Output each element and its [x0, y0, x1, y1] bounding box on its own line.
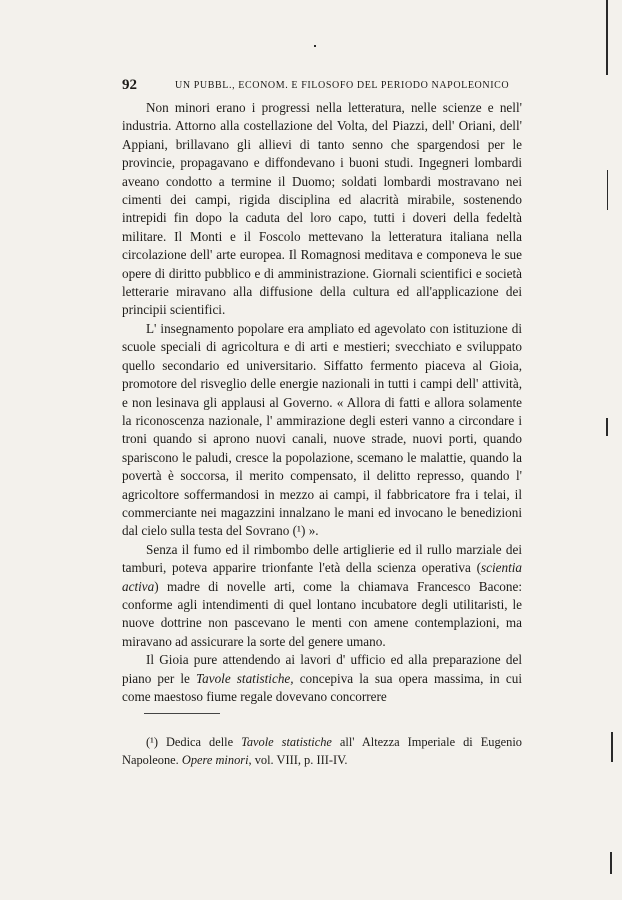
footnote-marker: (¹)	[146, 735, 158, 749]
scan-edge-mark	[607, 170, 608, 210]
footnote-text: all' Altezza Imperiale di Eugenio Napoleone.	[122, 735, 523, 768]
scan-edge-mark	[606, 0, 608, 75]
footnote-text: Dedica delle	[157, 735, 242, 749]
paragraph-1	[122, 99, 522, 320]
italic-phrase: scientia activa	[122, 560, 522, 594]
scan-edge-mark	[611, 732, 613, 762]
footnote-italic-title: Tavole statistiche	[241, 735, 332, 749]
running-title: UN PUBBL., ECONOM. E FILOSOFO DEL PERIODO NAPOLEONICO	[175, 80, 510, 91]
scan-edge-mark	[610, 852, 612, 874]
paragraph-3	[122, 541, 522, 651]
scan-dot	[314, 45, 316, 47]
footnote-italic-title: Opere minori	[181, 753, 249, 768]
footnote-text: , vol. VIII, p. III-IV.	[248, 753, 348, 768]
paragraph-text: ) madre di novelle arti, come la chiamava Francesco Bacone: conforme agli intendimenti di quel lontano incubatore degli utilitaristi, le nuove dottrine non pascevano le menti con amene contemplazioni, ma miravano ad assicurare la sorte del genere umano.	[122, 578, 522, 649]
paragraph-2	[122, 320, 522, 541]
footnote-divider	[144, 713, 220, 714]
page-number: 92	[122, 77, 137, 93]
paragraph-4	[122, 651, 522, 706]
paragraph-text: Non minori erano i progressi nella letteratura, nelle scienze e nell' industria. Attorno alla costellazione del Volta, del Piazzi, dell' Oriani, dell' Appiani, brillavano gli allievi di tanto senno che spargendosi per le provincie, propagavano e diffondevano i buoni studi. Ingegneri lombardi aveano condotto a termine il Duomo; soldati lombardi mostravano nei cimenti dei campi, rigida disciplina ed alacrità mirabile, sostenendo intrepidi fin dopo la caduta del loro capo, tutti i doveri della fedeltà militare. Il Monti e il Foscolo mettevano la letteratura italiana nella circolazione dell' arte europea. Il Romagnosi meditava e componeva le sue opere di diritto pubblico e di amministrazione. Giornali scientifici e società letterarie miravano alla diffusione della cultura ed all'applicazione dei principii scientifici.	[122, 100, 522, 318]
italic-title: Tavole statistiche,	[196, 670, 294, 686]
footnote	[122, 733, 522, 770]
paragraph-text: Il Gioia pure attendendo ai lavori d' ufficio ed alla preparazione del piano per le	[122, 652, 522, 686]
paragraph-text: concepiva la sua opera massima, in cui come maestoso fiume regale dovevano concorrere	[122, 670, 523, 704]
paragraph-text: Senza il fumo ed il rimbombo delle artiglierie ed il rullo marziale dei tamburi, poteva apparire trionfante l'età della scienza operativa (	[122, 541, 522, 576]
main-text	[122, 99, 522, 706]
scan-edge-mark	[606, 418, 608, 436]
paragraph-text: L' insegnamento popolare era ampliato ed agevolato con istituzione di scuole speciali di agricoltura e di arti e mestieri; svecchiato e sviluppato quello secondario ed universitario. Siffatto fermento piaceva al Gioia, promotore del risveglio delle energie nazionali in tutti i campi dell' attività, e non lesinava gli applausi al Governo. « Allora di fatti e allora solamente la riconoscenza nazionale, l' ammirazione degli esteri vanno a circondare i troni quando si aprono nuovi canali, nuove strade, nuovi porti, quando spariscono le paludi, cresce la popolazione, scemano le malattie, quando la povertà è soccorsa, il merito compensato, il delitto represso, quando l' agricoltore soffermandosi in mezzo ai campi, il fabbricatore fra i telai, il commerciante nei magazzini innalzano le mani ed invocano le benedizioni dal cielo sulla testa del Sovrano (¹) ».	[122, 320, 522, 539]
